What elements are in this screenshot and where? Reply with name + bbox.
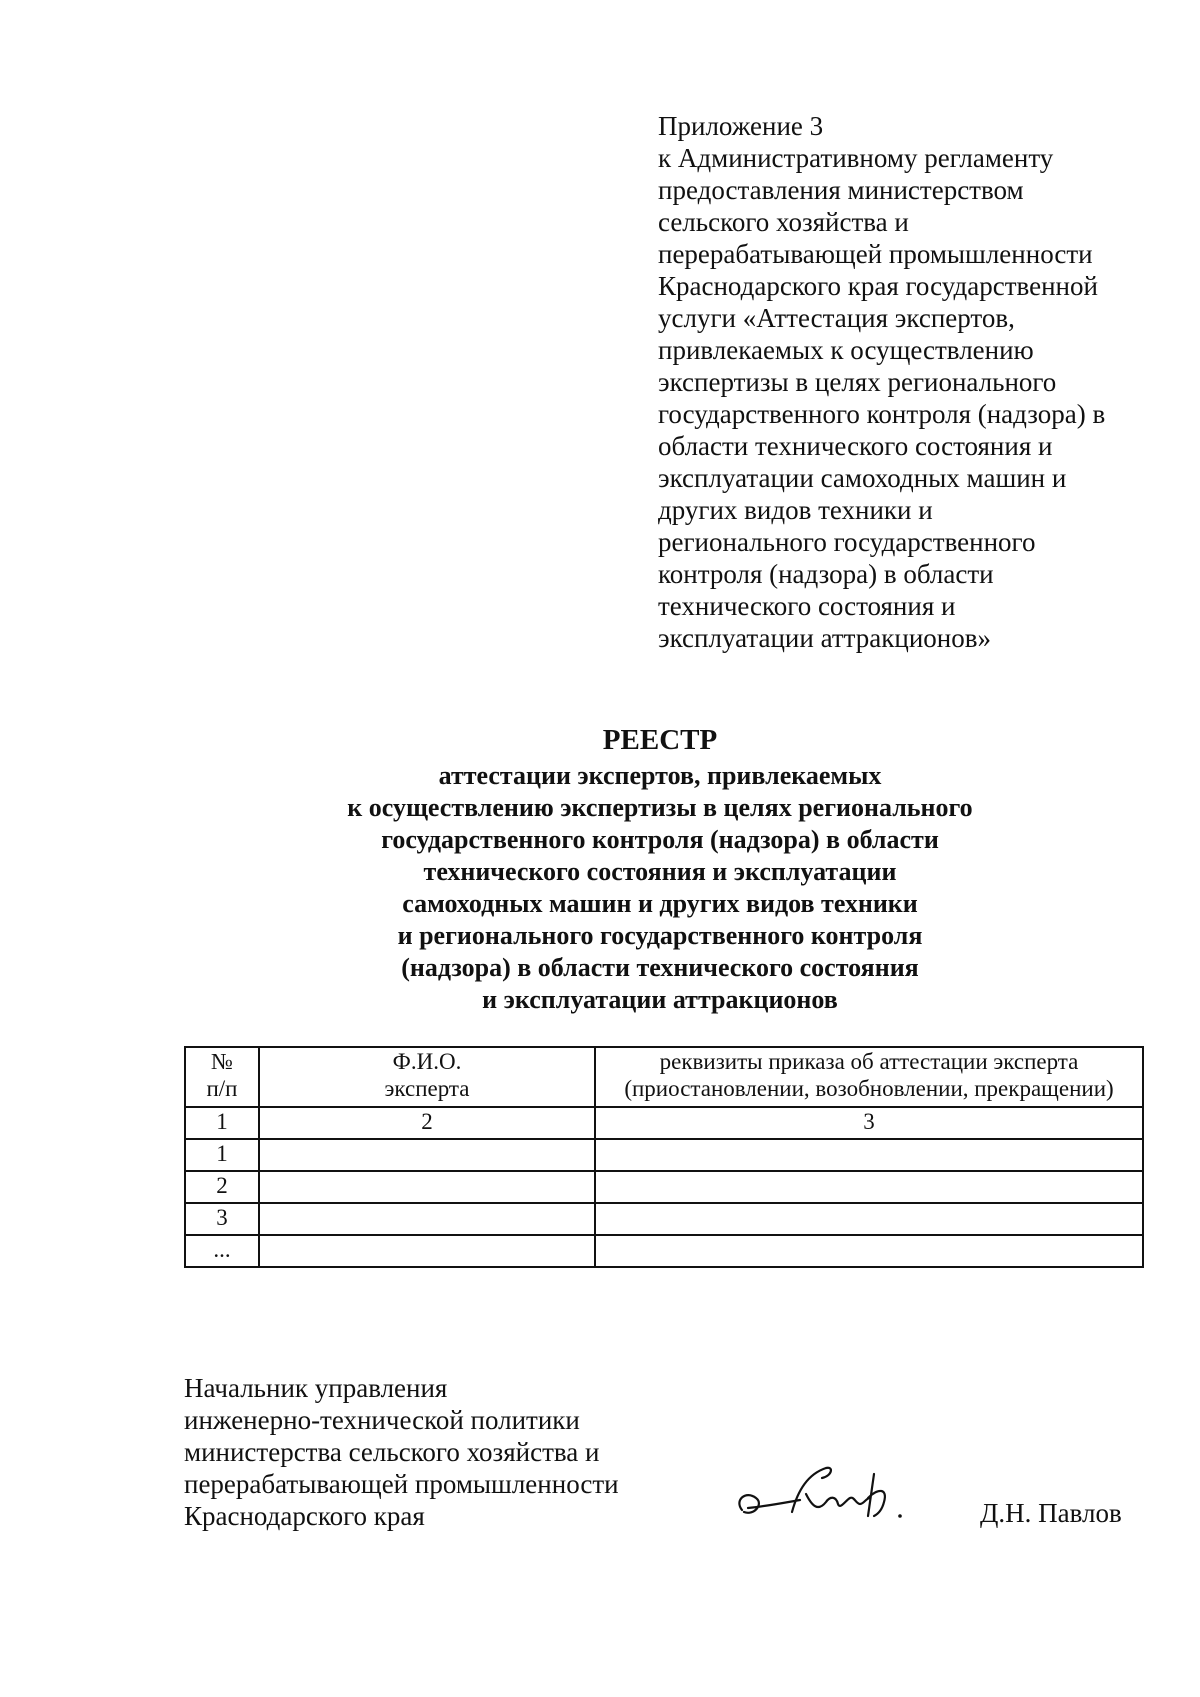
table-header-row — [185, 1047, 1143, 1107]
row-expert-name — [259, 1139, 595, 1171]
row-number: ... — [185, 1235, 259, 1267]
header-order-line1: реквизиты приказа об аттестации эксперта — [659, 1049, 1079, 1074]
signer-position — [184, 1372, 619, 1532]
signer-position-line: министерства сельского хозяйства и — [184, 1437, 600, 1467]
appendix-line: других видов техники и — [658, 495, 933, 525]
appendix-line: предоставления министерством — [658, 175, 1024, 205]
appendix-line: сельского хозяйства и — [658, 207, 909, 237]
title-line: государственного контроля (надзора) в области — [381, 825, 939, 854]
title-line: и регионального государственного контроля — [397, 921, 923, 950]
row-order-details — [595, 1203, 1143, 1235]
column-number-row — [185, 1107, 1143, 1139]
row-number: 2 — [185, 1171, 259, 1203]
row-order-details — [595, 1171, 1143, 1203]
appendix-header — [658, 110, 1178, 654]
appendix-line: привлекаемых к осуществлению — [658, 335, 1034, 365]
title-line: технического состояния и эксплуатации — [423, 857, 897, 886]
appendix-line: к Административному регламенту — [658, 143, 1054, 173]
title-line: аттестации экспертов, привлекаемых — [438, 761, 882, 790]
header-name-line2: эксперта — [384, 1076, 470, 1101]
title-main: РЕЕСТР — [602, 724, 718, 756]
appendix-line: эксплуатации самоходных машин и — [658, 463, 1067, 493]
registry-table — [184, 1046, 1144, 1268]
appendix-line: Краснодарского края государственной — [658, 271, 1098, 301]
header-number-line1: № — [211, 1049, 233, 1074]
appendix-line: Приложение 3 — [658, 111, 824, 141]
row-number: 1 — [185, 1139, 259, 1171]
column-number: 1 — [185, 1107, 259, 1139]
column-number: 2 — [259, 1107, 595, 1139]
table-row — [185, 1235, 1143, 1267]
title-line: к осуществлению экспертизы в целях регионального — [347, 793, 973, 822]
header-order-details — [595, 1047, 1143, 1107]
table-row — [185, 1139, 1143, 1171]
appendix-line: контроля (надзора) в области — [658, 559, 994, 589]
table-row — [185, 1171, 1143, 1203]
row-number: 3 — [185, 1203, 259, 1235]
signer-position-line: инженерно-технической политики — [184, 1405, 580, 1435]
signature-icon — [728, 1460, 918, 1530]
title-subtitle — [180, 760, 1140, 1016]
header-number — [185, 1047, 259, 1107]
signer-position-line: Начальник управления — [184, 1373, 448, 1403]
header-expert-name — [259, 1047, 595, 1107]
signer-position-line: Краснодарского края — [184, 1501, 425, 1531]
row-order-details — [595, 1235, 1143, 1267]
appendix-line: услуги «Аттестация экспертов, — [658, 303, 1015, 333]
row-expert-name — [259, 1235, 595, 1267]
appendix-line: экспертизы в целях регионального — [658, 367, 1057, 397]
title-line: (надзора) в области технического состояния — [401, 953, 919, 982]
appendix-line: регионального государственного — [658, 527, 1036, 557]
row-order-details — [595, 1139, 1143, 1171]
table-row — [185, 1203, 1143, 1235]
appendix-line: области технического состояния и — [658, 431, 1053, 461]
row-expert-name — [259, 1203, 595, 1235]
header-order-line2: (приостановлении, возобновлении, прекращении) — [624, 1076, 1114, 1101]
appendix-line: государственного контроля (надзора) в — [658, 399, 1106, 429]
header-name-line1: Ф.И.О. — [392, 1049, 462, 1074]
signer-name: Д.Н. Павлов — [980, 1498, 1122, 1528]
column-number: 3 — [595, 1107, 1143, 1139]
registry-title — [180, 722, 1140, 1016]
appendix-line: эксплуатации аттракционов» — [658, 623, 991, 653]
appendix-line: перерабатывающей промышленности — [658, 239, 1093, 269]
header-number-line2: п/п — [206, 1076, 238, 1101]
title-line: и эксплуатации аттракционов — [482, 985, 838, 1014]
row-expert-name — [259, 1171, 595, 1203]
appendix-line: технического состояния и — [658, 591, 956, 621]
title-line: самоходных машин и других видов техники — [402, 889, 918, 918]
signer-position-line: перерабатывающей промышленности — [184, 1469, 619, 1499]
